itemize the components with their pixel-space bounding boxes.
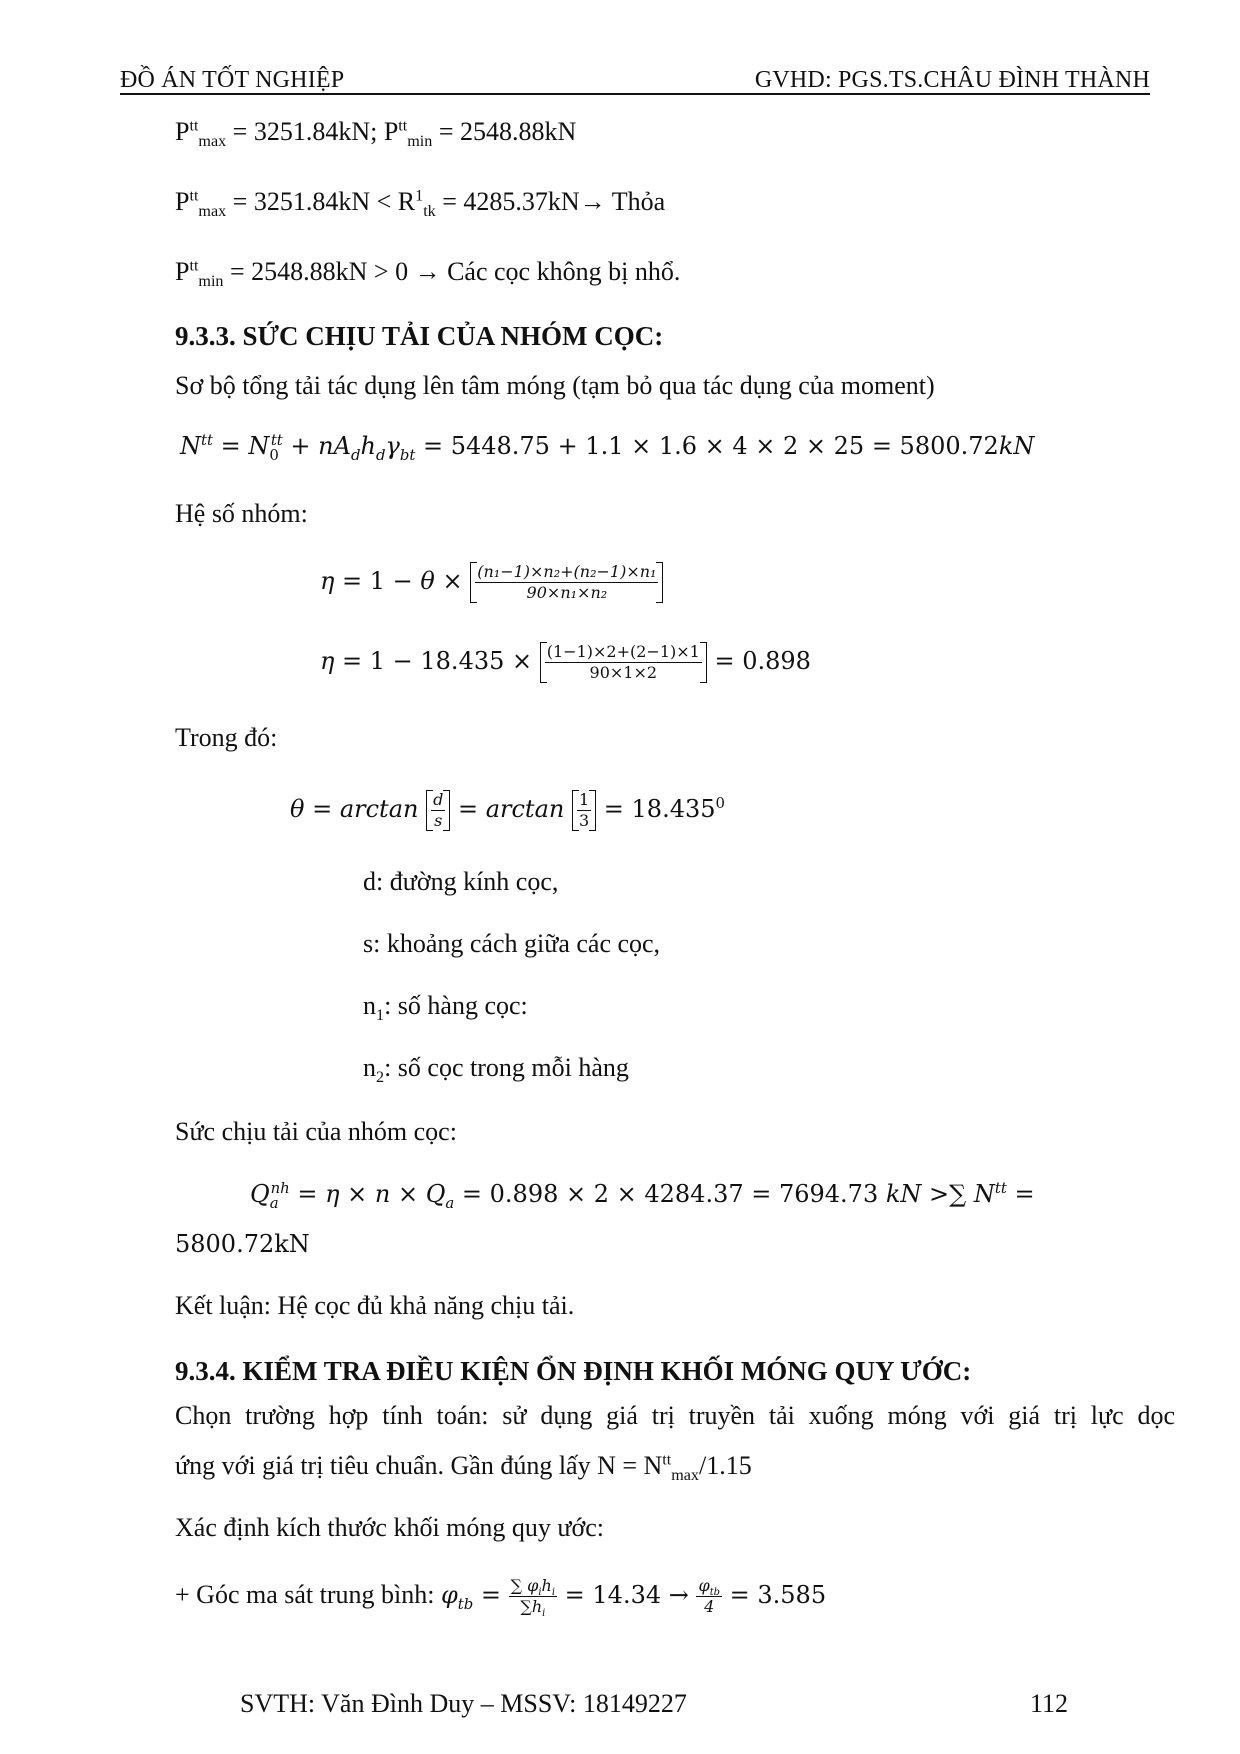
def-n2: $n_2$: số cọc trong mỗi hàng — [363, 1053, 629, 1087]
where-label: Trong đó: — [175, 723, 278, 752]
pmax-check-line: $P^{tt}_{max} = 3251.84kN < R^1_{tk} = 4285.37kN\to$ Thỏa — [175, 187, 666, 221]
group-factor-value: η = 1 − 18.435 × $\frac{(1-1)\times 2+(2-1)\times 1}{90\times 1\times 2}$ = 0.898 — [320, 642, 811, 682]
section-heading-933: 9.3.3. SỨC CHỊU TẢI CỦA NHÓM CỌC: — [175, 321, 664, 351]
conclusion: Kết luận: Hệ cọc đủ khả năng chịu tải. — [175, 1291, 575, 1320]
header-right: GVHD: PGS.TS.CHÂU ĐÌNH THÀNH — [754, 67, 1150, 93]
total-load-equation: $N^{tt} = N_0^{tt} + nA_dh_d\gamma_{bt} = 5448.75 + 1.1 \times 1.6 \times 4 \times 2 \times 25 = 5800.72kN$ — [180, 431, 1035, 464]
footer-student: SVTH: Văn Đình Duy – MSSV: 18149227 — [240, 1689, 687, 1718]
total-load-intro: Sơ bộ tổng tải tác dụng lên tâm móng (tạm bỏ qua tác dụng của moment) — [175, 371, 935, 400]
block-size-label: Xác định kích thước khối móng quy ước: — [175, 1513, 604, 1542]
calc-case-line1: Chọn trường hợp tính toán: sử dụng giá trị truyền tải xuống móng với giá trị lực dọc — [175, 1401, 1175, 1430]
group-factor-formula: η = 1 − θ × $\frac{\text{(n₁−1)×n₂+(n₂−1)×n₁}}{\text{90×n₁×n₂}}$ — [320, 562, 663, 603]
capacity-label: Sức chịu tải của nhóm cọc: — [175, 1117, 457, 1146]
group-capacity-equation: $Q_a^{nh} = \eta \times n \times Q_a = 0.898 \times 2 \times 4284.37 = 7694.73$ kN >∑ $N^{tt}$ = — [250, 1179, 1035, 1212]
def-n1: $n_1$: số hàng cọc: — [363, 991, 528, 1025]
header-left: ĐỒ ÁN TỐT NGHIỆP — [120, 67, 345, 93]
header-rule — [120, 93, 1150, 95]
avg-friction-line: + Góc ma sát trung bình: $\varphi_{tb}$ = $\frac{\sum \varphi_ih_i}{\sum h_i}$ = 14.34 → $\frac{\varphi_{tb}}{4}$ = 3.585 — [175, 1576, 827, 1620]
calc-case-line2: ứng với giá trị tiêu chuẩn. Gần đúng lấy $N = N^{tt}_{max}/1.15$ — [175, 1451, 752, 1485]
theta-equation: θ = arctan $\frac{d}{s}$ = arctan $\frac{1}{3}$ = $18.435^0$ — [290, 790, 725, 830]
pmin-check-line: $P^{tt}_{min} = 2548.88kN > 0$ → Các cọc không bị nhổ. — [175, 257, 681, 291]
def-s: s: khoảng cách giữa các cọc, — [363, 929, 661, 958]
group-capacity-equation-cont: 5800.72kN — [175, 1230, 310, 1258]
def-d: d: đường kính cọc, — [363, 867, 559, 896]
section-heading-934: 9.3.4. KIỂM TRA ĐIỀU KIỆN ỔN ĐỊNH KHỐI MÓNG QUY ƯỚC: — [175, 1356, 972, 1386]
group-factor-label: Hệ số nhóm: — [175, 499, 308, 528]
footer-page-number: 112 — [1030, 1689, 1069, 1718]
pmax-pmin-line: $P^{tt}_{max} = 3251.84kN$; $P^{tt}_{min} = 2548.88kN$ — [175, 117, 577, 151]
